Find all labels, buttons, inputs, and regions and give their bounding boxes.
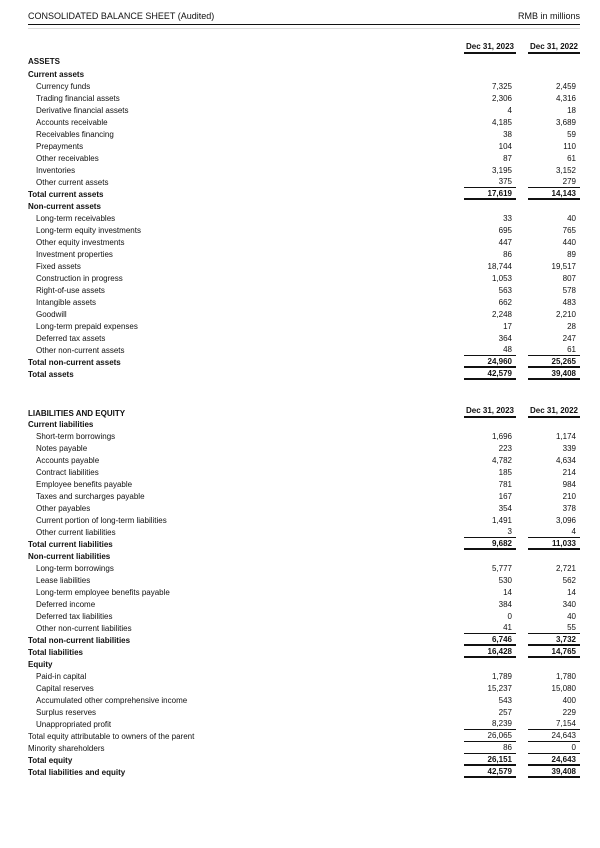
value-2023: 86: [503, 249, 512, 259]
value-2023: 17: [503, 321, 512, 331]
value-2022: 1,780: [555, 671, 576, 681]
value-2023: 1,491: [491, 515, 512, 525]
row-label: Other non-current assets: [36, 345, 125, 355]
value-2022: 578: [562, 285, 576, 295]
row-label: Current portion of long-term liabilities: [36, 515, 167, 525]
table-row: [28, 766, 580, 778]
value-2023: 167: [498, 491, 512, 501]
value-2022: 14,765: [528, 646, 580, 658]
value-2022: 18: [567, 105, 576, 115]
value-2023: 4,185: [491, 117, 512, 127]
row-label: Total equity: [28, 755, 73, 765]
table-row: [28, 490, 580, 502]
table-row: [28, 284, 580, 296]
value-2022: 3,689: [555, 117, 576, 127]
liabilities-equity-table: [28, 418, 580, 778]
value-2022: 0: [528, 742, 580, 754]
value-2022: 28: [567, 321, 576, 331]
table-row: [28, 212, 580, 224]
table-row: [28, 176, 580, 188]
value-2023: 42,579: [464, 368, 516, 380]
value-2022: 7,154: [528, 718, 580, 730]
unit-label: RMB in millions: [517, 11, 580, 21]
value-2023: 4: [507, 105, 512, 115]
value-2023: 104: [498, 141, 512, 151]
table-row: [28, 320, 580, 332]
row-label: Non-current liabilities: [28, 551, 111, 561]
value-2022: 11,033: [528, 538, 580, 550]
value-2022: 40: [567, 611, 576, 621]
value-2022: 229: [562, 707, 576, 717]
row-label: Current assets: [28, 69, 85, 79]
value-2022: 440: [562, 237, 576, 247]
table-row: [28, 526, 580, 538]
value-2023: 530: [498, 575, 512, 585]
table-row: [28, 248, 580, 260]
table-row: [28, 92, 580, 104]
value-2023: 18,744: [487, 261, 512, 271]
table-row: [28, 68, 580, 80]
row-label: Contract liabilities: [36, 467, 99, 477]
table-row: [28, 478, 580, 490]
row-label: Taxes and surcharges payable: [36, 491, 145, 501]
table-row: [28, 80, 580, 92]
row-label: Lease liabilities: [36, 575, 91, 585]
value-2022: 4: [528, 526, 580, 538]
row-label: Total current assets: [28, 189, 104, 199]
table-row: [28, 538, 580, 550]
table-row: [28, 610, 580, 622]
value-2022: 19,517: [551, 261, 576, 271]
table-row: [28, 466, 580, 478]
row-label: Current liabilities: [28, 419, 94, 429]
value-2023: 87: [503, 153, 512, 163]
value-2022: 14: [567, 587, 576, 597]
value-2023: 33: [503, 213, 512, 223]
row-label: Short-term borrowings: [36, 431, 116, 441]
column-header-2023: Dec 31, 2023: [464, 406, 516, 418]
table-row: [28, 430, 580, 442]
value-2023: 4,782: [491, 455, 512, 465]
row-label: Total liabilities and equity: [28, 767, 126, 777]
row-label: Derivative financial assets: [36, 105, 129, 115]
table-row: [28, 634, 580, 646]
table-row: [28, 670, 580, 682]
value-2023: 185: [498, 467, 512, 477]
value-2023: 1,789: [491, 671, 512, 681]
row-label: Capital reserves: [36, 683, 94, 693]
row-label: Other non-current liabilities: [36, 623, 132, 633]
table-row: [28, 224, 580, 236]
row-label: Deferred income: [36, 599, 96, 609]
value-2023: 26,065: [464, 730, 516, 742]
value-2022: 214: [562, 467, 576, 477]
value-2022: 2,210: [555, 309, 576, 319]
value-2023: 223: [498, 443, 512, 453]
value-2023: 7,325: [491, 81, 512, 91]
value-2023: 364: [498, 333, 512, 343]
value-2023: 42,579: [464, 766, 516, 778]
row-label: Total non-current liabilities: [28, 635, 131, 645]
table-row: [28, 332, 580, 344]
value-2022: 3,152: [555, 165, 576, 175]
table-row: [28, 104, 580, 116]
table-row: [28, 308, 580, 320]
row-label: Total assets: [28, 369, 74, 379]
row-label: Minority shareholders: [28, 743, 105, 753]
row-label: Trading financial assets: [36, 93, 120, 103]
row-label: Other payables: [36, 503, 91, 513]
row-label: Unappropriated profit: [36, 719, 112, 729]
value-2023: 0: [507, 611, 512, 621]
page-title: CONSOLIDATED BALANCE SHEET (Audited): [28, 11, 215, 21]
table-row: [28, 344, 580, 356]
row-label: Total current liabilities: [28, 539, 113, 549]
row-label: Total liabilities: [28, 647, 83, 657]
value-2023: 24,960: [464, 356, 516, 368]
value-2023: 563: [498, 285, 512, 295]
value-2022: 2,459: [555, 81, 576, 91]
assets-heading: ASSETS: [28, 57, 61, 66]
table-row: [28, 646, 580, 658]
value-2023: 6,746: [464, 634, 516, 646]
row-label: Non-current assets: [28, 201, 101, 211]
row-label: Paid-in capital: [36, 671, 87, 681]
value-2023: 1,696: [491, 431, 512, 441]
value-2023: 86: [464, 742, 516, 754]
value-2022: 3,732: [528, 634, 580, 646]
value-2022: 247: [562, 333, 576, 343]
value-2022: 110: [563, 141, 576, 151]
value-2023: 38: [503, 129, 512, 139]
header-rule-shadow: [28, 28, 580, 29]
table-row: [28, 442, 580, 454]
document-header: [28, 11, 580, 25]
row-label: Surplus reserves: [36, 707, 97, 717]
value-2022: 4,634: [555, 455, 576, 465]
table-row: [28, 754, 580, 766]
value-2023: 695: [498, 225, 512, 235]
value-2023: 5,777: [491, 563, 512, 573]
liabilities-column-header-row: [28, 405, 580, 418]
value-2023: 257: [498, 707, 512, 717]
value-2022: 339: [562, 443, 576, 453]
value-2022: 39,408: [528, 368, 580, 380]
value-2022: 340: [562, 599, 576, 609]
row-label: Long-term prepaid expenses: [36, 321, 138, 331]
value-2023: 2,248: [491, 309, 512, 319]
value-2022: 378: [562, 503, 576, 513]
value-2023: 16,428: [464, 646, 516, 658]
value-2022: 55: [528, 622, 580, 634]
row-label: Equity: [28, 659, 53, 669]
table-row: [28, 418, 580, 430]
row-label: Accounts payable: [36, 455, 100, 465]
value-2022: 61: [567, 153, 576, 163]
section-gap: [28, 380, 580, 393]
table-row: [28, 128, 580, 140]
table-row: [28, 236, 580, 248]
row-label: Inventories: [36, 165, 76, 175]
assets-column-header-row: [28, 41, 580, 54]
row-label: Total non-current assets: [28, 357, 121, 367]
table-row: [28, 730, 580, 742]
row-label: Currency funds: [36, 81, 91, 91]
value-2023: 14: [503, 587, 512, 597]
row-label: Long-term employee benefits payable: [36, 587, 170, 597]
value-2022: 59: [567, 129, 576, 139]
value-2022: 89: [567, 249, 576, 259]
row-label: Prepayments: [36, 141, 84, 151]
value-2022: 3,096: [555, 515, 576, 525]
value-2023: 447: [498, 237, 512, 247]
value-2022: 25,265: [528, 356, 580, 368]
table-row: [28, 622, 580, 634]
table-row: [28, 502, 580, 514]
table-row: [28, 514, 580, 526]
value-2023: 543: [498, 695, 512, 705]
value-2023: 375: [464, 176, 516, 188]
table-row: [28, 574, 580, 586]
value-2023: 3: [464, 526, 516, 538]
table-row: [28, 188, 580, 200]
table-row: [28, 742, 580, 754]
value-2022: 24,643: [528, 730, 580, 742]
row-label: Intangible assets: [36, 297, 97, 307]
table-row: [28, 706, 580, 718]
value-2022: 400: [562, 695, 576, 705]
value-2022: 807: [562, 273, 576, 283]
value-2022: 562: [562, 575, 576, 585]
table-row: [28, 682, 580, 694]
table-row: [28, 718, 580, 730]
row-label: Receivables financing: [36, 129, 114, 139]
value-2023: 1,053: [491, 273, 512, 283]
value-2022: 40: [567, 213, 576, 223]
table-row: [28, 368, 580, 380]
value-2023: 9,682: [464, 538, 516, 550]
table-row: [28, 356, 580, 368]
row-label: Right-of-use assets: [36, 285, 105, 295]
row-label: Deferred tax liabilities: [36, 611, 113, 621]
row-label: Deferred tax assets: [36, 333, 106, 343]
table-row: [28, 140, 580, 152]
liabilities-equity-heading: LIABILITIES AND EQUITY: [28, 409, 126, 418]
value-2023: 354: [498, 503, 512, 513]
row-label: Long-term borrowings: [36, 563, 114, 573]
value-2022: 765: [562, 225, 576, 235]
table-row: [28, 694, 580, 706]
table-row: [28, 260, 580, 272]
value-2022: 61: [528, 344, 580, 356]
value-2023: 3,195: [491, 165, 512, 175]
value-2023: 8,239: [464, 718, 516, 730]
table-row: [28, 200, 580, 212]
table-row: [28, 164, 580, 176]
row-label: Goodwill: [36, 309, 67, 319]
row-label: Accumulated other comprehensive income: [36, 695, 188, 705]
value-2023: 662: [498, 297, 512, 307]
table-row: [28, 272, 580, 284]
column-header-2022: Dec 31, 2022: [528, 42, 580, 54]
row-label: Employee benefits payable: [36, 479, 133, 489]
value-2022: 1,174: [555, 431, 576, 441]
value-2023: 41: [464, 622, 516, 634]
table-row: [28, 586, 580, 598]
table-row: [28, 598, 580, 610]
value-2023: 15,237: [487, 683, 512, 693]
value-2023: 17,619: [464, 188, 516, 200]
value-2022: 39,408: [528, 766, 580, 778]
value-2022: 279: [528, 176, 580, 188]
column-header-2022: Dec 31, 2022: [528, 406, 580, 418]
table-row: [28, 296, 580, 308]
value-2023: 26,151: [464, 754, 516, 766]
assets-table: [28, 68, 580, 380]
row-label: Accounts receivable: [36, 117, 108, 127]
row-label: Other receivables: [36, 153, 99, 163]
row-label: Investment properties: [36, 249, 113, 259]
value-2022: 2,721: [555, 563, 576, 573]
value-2023: 2,306: [491, 93, 512, 103]
value-2023: 384: [498, 599, 512, 609]
row-label: Total equity attributable to owners of the parent: [28, 731, 195, 741]
value-2022: 984: [562, 479, 576, 489]
table-row: [28, 562, 580, 574]
value-2022: 483: [562, 297, 576, 307]
row-label: Long-term receivables: [36, 213, 116, 223]
table-row: [28, 550, 580, 562]
value-2022: 24,643: [528, 754, 580, 766]
table-row: [28, 658, 580, 670]
value-2023: 781: [498, 479, 512, 489]
row-label: Construction in progress: [36, 273, 123, 283]
table-row: [28, 116, 580, 128]
row-label: Other equity investments: [36, 237, 125, 247]
value-2022: 4,316: [555, 93, 576, 103]
value-2022: 210: [562, 491, 576, 501]
value-2022: 14,143: [528, 188, 580, 200]
value-2023: 48: [464, 344, 516, 356]
row-label: Other current liabilities: [36, 527, 116, 537]
column-header-2023: Dec 31, 2023: [464, 42, 516, 54]
row-label: Other current assets: [36, 177, 109, 187]
table-row: [28, 152, 580, 164]
row-label: Fixed assets: [36, 261, 81, 271]
value-2022: 15,080: [551, 683, 576, 693]
table-row: [28, 454, 580, 466]
row-label: Notes payable: [36, 443, 88, 453]
row-label: Long-term equity investments: [36, 225, 141, 235]
